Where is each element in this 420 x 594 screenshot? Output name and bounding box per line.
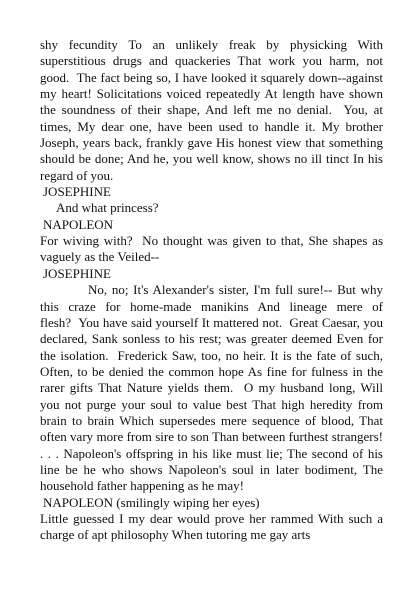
speaker-napoleon: NAPOLEON <box>43 216 114 232</box>
paragraph-napoleon-response: Little guessed I my dear would prove her rammed With such a charge of apt philosophy When tutoring me gay arts <box>40 510 383 543</box>
speaker-napoleon-stage-direction: NAPOLEON (smilingly wiping her eyes) <box>43 494 260 510</box>
dialogue-line: And what princess? <box>56 200 159 216</box>
paragraph-josephine-speech: No, no; It's Alexander's sister, I'm full sure!-- But why this craze for home-made manikins And lineage mere of flesh? You have said yourself It mattered not. Great Caesar, you declared, Sank sonless to his rest; was greater deemed Even for the isolation. Frederick Saw, too, no heir. It is the fate of such, Often, to be denied the common hope As fine for fulness in the rarer gifts That Nature yields them. O my husband long, Will you not purge your soul to value best That high heredity from brain to brain Which supersedes mere sequence of blood, That often vary more from sire to son Than between furthest strangers! . . . Napoleon's offspring in his like must lie; The second of his line be he who shows Napoleon's soul in later bodiment, The household father happening as he may! <box>40 282 383 494</box>
paragraph-napoleon-reply: For wiving with? No thought was given to that, She shapes as vaguely as the Veiled-- <box>40 233 383 265</box>
speaker-josephine: JOSEPHINE <box>43 265 111 281</box>
paragraph-napoleon-speech: shy fecundity To an unlikely freak by physicking With superstitious drugs and quackeries That work you harm, not good. The fact being so, I have looked it squarely down--against my heart! Solicitations voiced repeatedly At length have shown the soundness of their shape, And left me no denial. You, at times, My dear one, have been used to handle it. My brother Joseph, years back, frankly gave His honest view that something should be done; And he, you well know, shows no ill tinct In his regard of you. <box>40 37 383 183</box>
document-page <box>40 37 383 544</box>
speaker-josephine: JOSEPHINE <box>43 184 111 200</box>
